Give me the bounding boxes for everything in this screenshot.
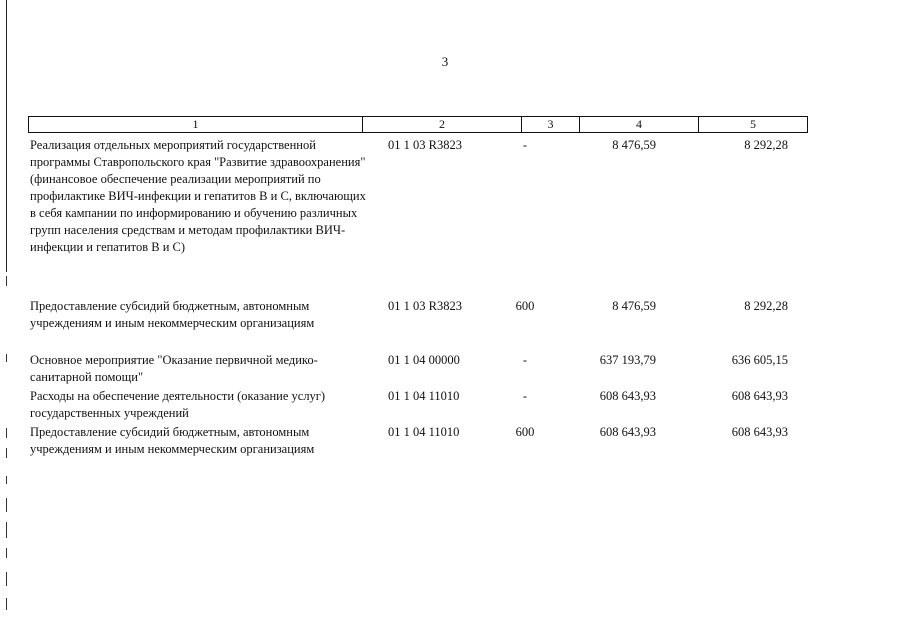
- scan-mark: [6, 448, 7, 458]
- row-type: -: [522, 353, 528, 367]
- page-number: 3: [441, 54, 449, 69]
- row-value-4: 637 193,79: [599, 353, 656, 367]
- row-type: -: [522, 138, 528, 152]
- scan-mark: [6, 428, 7, 438]
- row-name: Основное мероприятие "Оказание первичной медико-санитарной помощи": [30, 353, 318, 384]
- scan-mark: [6, 498, 7, 512]
- row-code: 01 1 04 11010: [388, 425, 460, 439]
- row-value-5: 608 643,93: [731, 425, 788, 439]
- row-value-4: 608 643,93: [599, 389, 656, 403]
- scan-mark: [6, 548, 7, 558]
- scan-mark: [6, 572, 7, 586]
- scan-border-line: [6, 0, 7, 272]
- column-header-2: 2: [363, 117, 522, 132]
- scan-mark: [6, 522, 7, 538]
- table-header: [28, 116, 808, 133]
- scan-mark: [6, 598, 7, 610]
- row-value-4: 8 476,59: [612, 299, 656, 313]
- row-name: Предоставление субсидий бюджетным, автономным учреждениям и иным некоммерческим организациям: [30, 425, 315, 456]
- row-name: Расходы на обеспечение деятельности (оказание услуг) государственных учреждений: [30, 389, 326, 420]
- row-code: 01 1 04 00000: [388, 353, 460, 367]
- row-code: 01 1 03 R3823: [388, 299, 462, 313]
- column-header-5: 5: [750, 117, 756, 131]
- row-name: Реализация отдельных мероприятий государственной программы Ставропольского края "Развитие здравоохранения" (финансовое обеспечение реализации мероприятий по профилактике ВИЧ-инфекции и гепатитов В и С, включающих в себя кампании по информированию и обучению различных групп населения средствам и методам профилактики ВИЧ-инфекции и гепатитов В и С): [30, 138, 366, 254]
- row-type: -: [522, 389, 528, 403]
- scan-mark: [6, 354, 7, 362]
- column-header-1: 1: [29, 117, 363, 132]
- row-value-5: 636 605,15: [731, 353, 788, 367]
- row-value-5: 8 292,28: [744, 138, 788, 152]
- scan-mark: [6, 476, 7, 484]
- row-value-5: 608 643,93: [731, 389, 788, 403]
- column-header-3: 3: [522, 117, 580, 132]
- row-name: Предоставление субсидий бюджетным, автономным учреждениям и иным некоммерческим организациям: [30, 299, 315, 330]
- column-header-4: 4: [580, 117, 699, 132]
- row-type: 600: [515, 425, 535, 439]
- row-value-5: 8 292,28: [744, 299, 788, 313]
- row-code: 01 1 03 R3823: [388, 138, 462, 152]
- row-code: 01 1 04 11010: [388, 389, 460, 403]
- row-value-4: 608 643,93: [599, 425, 656, 439]
- row-value-4: 8 476,59: [612, 138, 656, 152]
- row-type: 600: [515, 299, 535, 313]
- scan-mark: [6, 276, 7, 286]
